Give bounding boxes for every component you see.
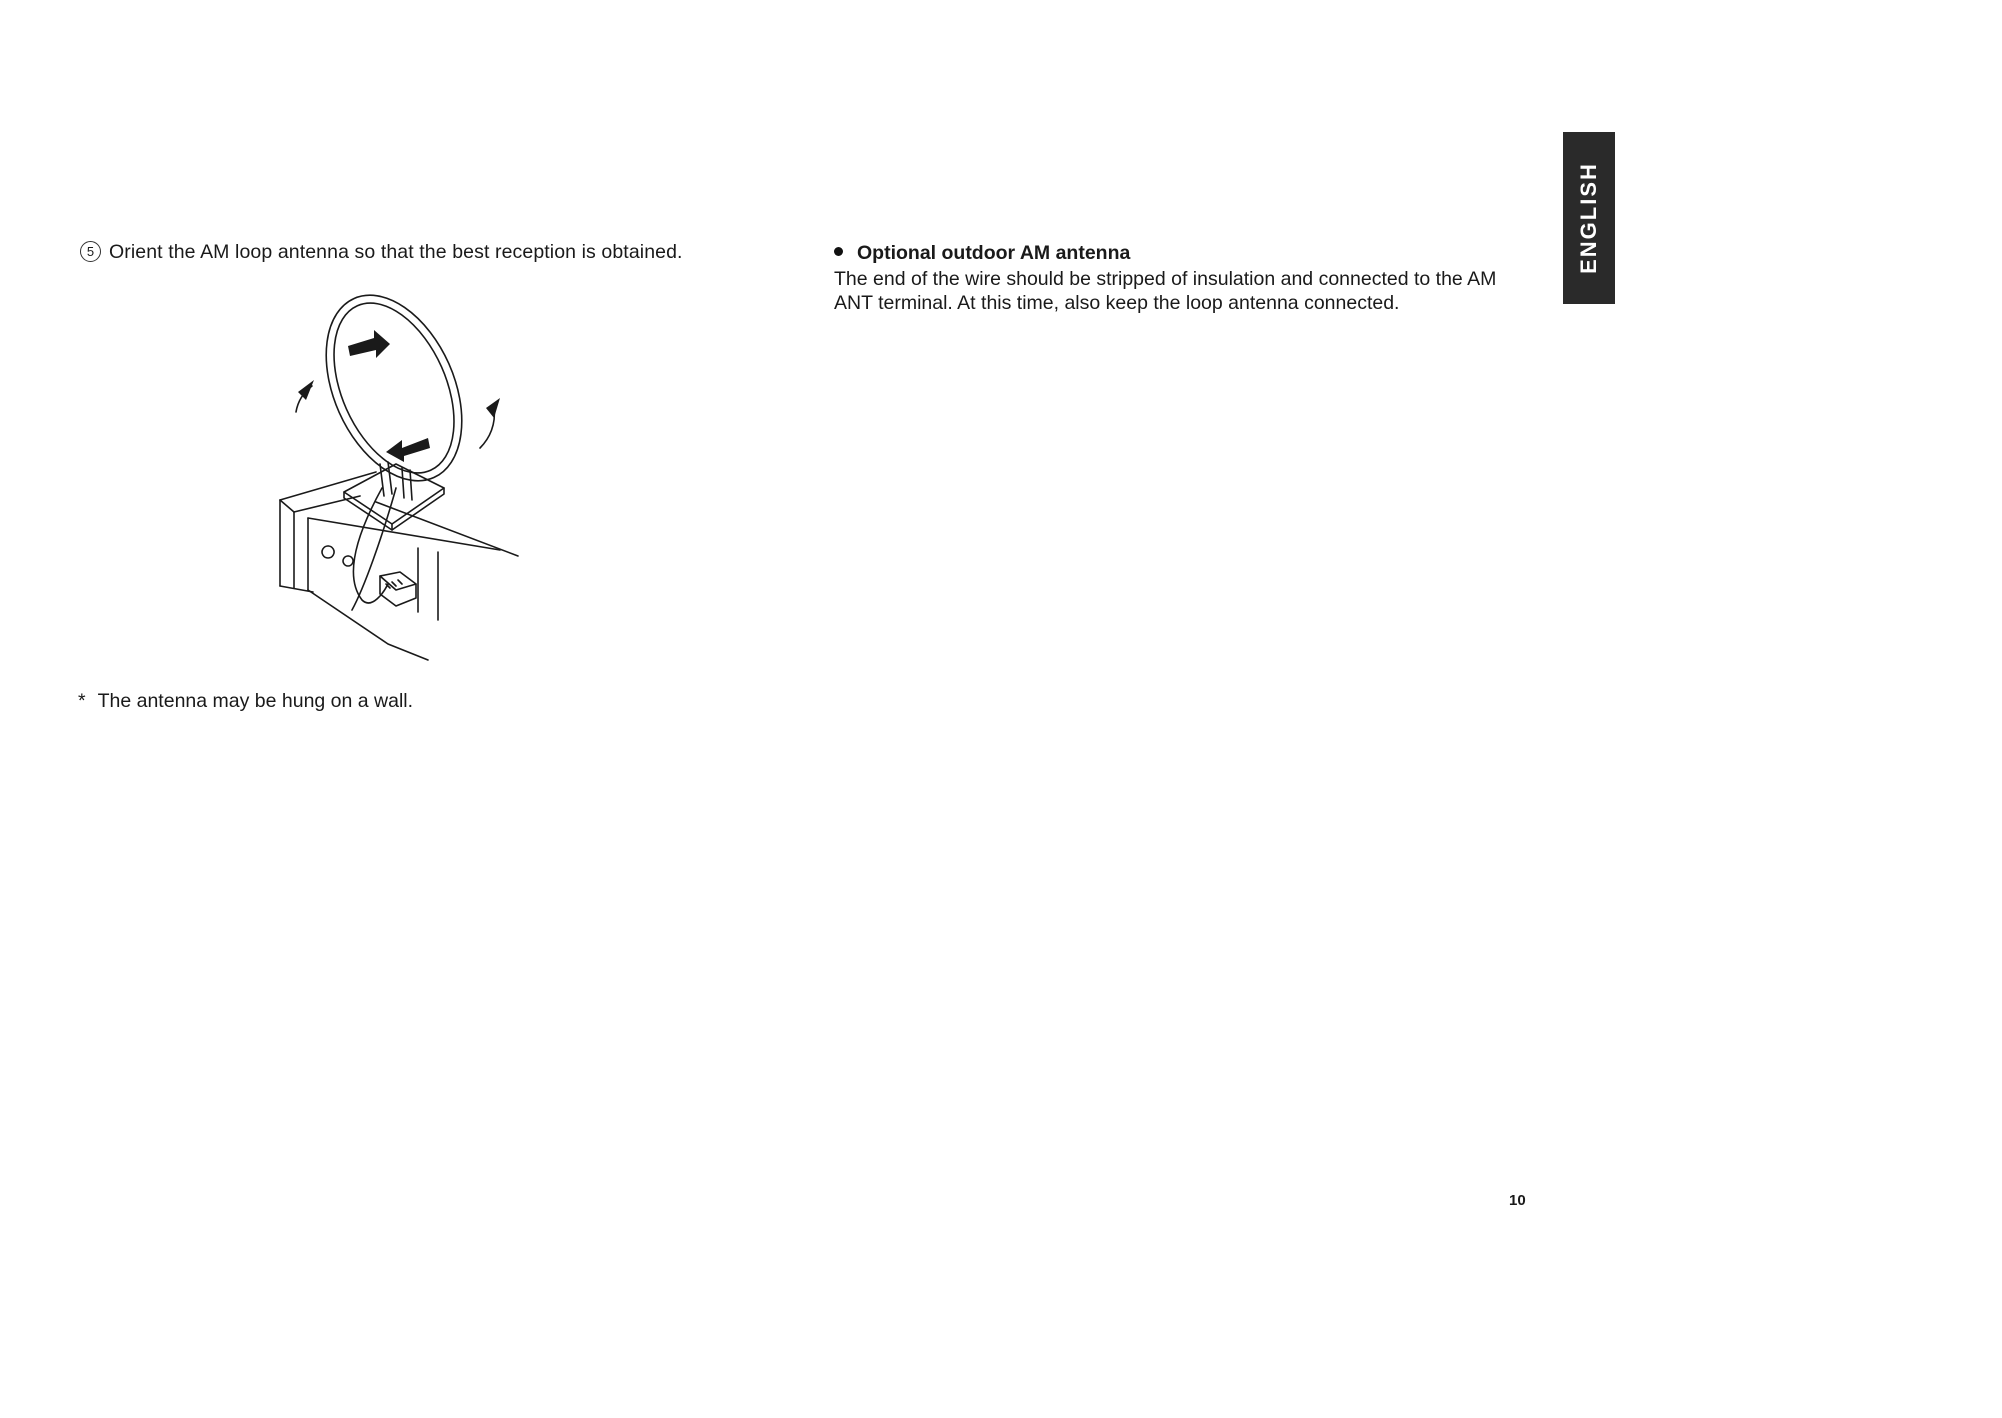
step-5-instruction: [80, 241, 683, 264]
language-label: ENGLISH: [1576, 162, 1602, 274]
note-marker: *: [78, 690, 86, 712]
section-body-text: The end of the wire should be stripped of insulation and connected to the AM ANT terminal. At this time, also keep the loop antenna connected.: [834, 268, 1497, 314]
outdoor-antenna-section: [834, 242, 1514, 315]
antenna-diagram: [268, 288, 538, 668]
step-text: Orient the AM loop antenna so that the best reception is obtained.: [109, 241, 683, 263]
wall-mount-note: [78, 690, 413, 713]
page-number: 10: [1509, 1192, 1526, 1209]
language-tab: [1563, 132, 1615, 304]
note-text: The antenna may be hung on a wall.: [97, 690, 414, 712]
am-loop-antenna-illustration: [268, 288, 538, 668]
step-number: 5: [80, 241, 101, 262]
bullet-dot: [834, 247, 843, 256]
section-heading: [834, 242, 1514, 265]
section-title-text: Optional outdoor AM antenna: [857, 242, 1131, 264]
